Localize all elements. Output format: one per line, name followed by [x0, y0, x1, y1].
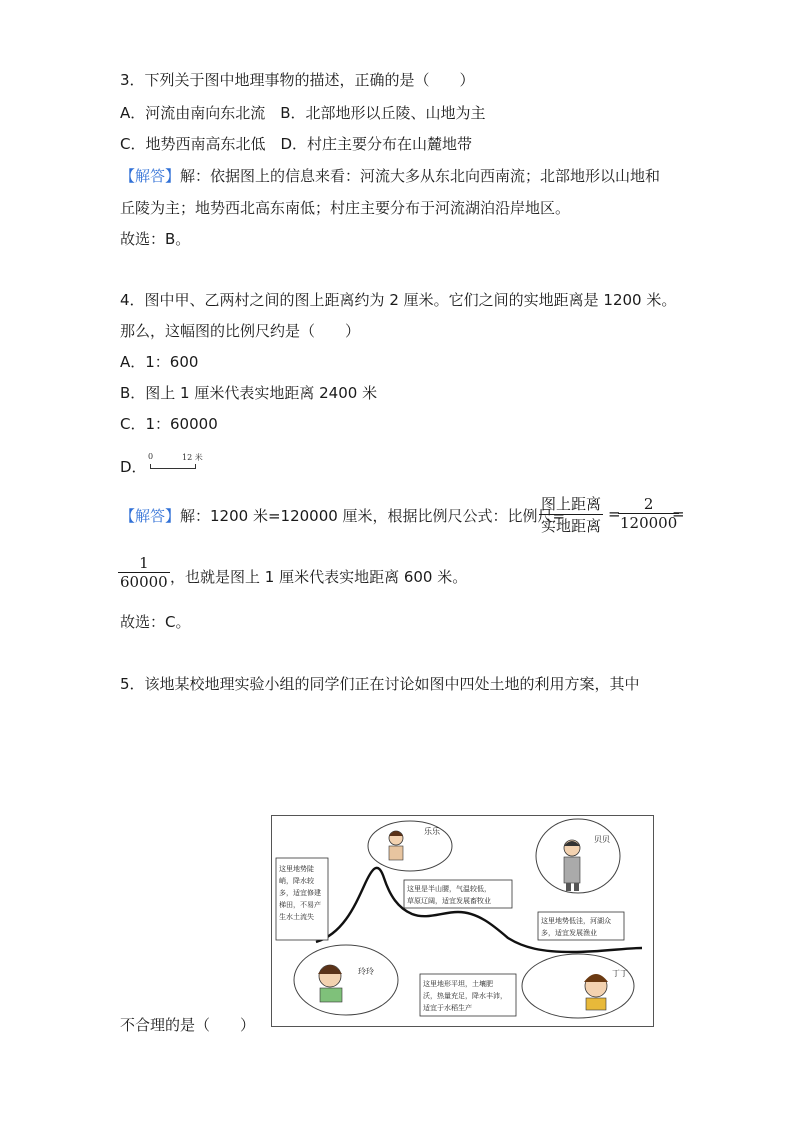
name-dingding: 丁丁	[612, 969, 628, 978]
q5-stem-line1: 5．该地某校地理实验小组的同学们正在讨论如图中四处土地的利用方案，其中	[120, 675, 640, 693]
q3-choice: 故选：B。	[120, 230, 191, 248]
note-bottom-line: 这里地形平坦，土壤肥	[423, 980, 493, 988]
fraction-denominator: 120000	[620, 514, 678, 532]
q4-option-a: A．1：600	[120, 353, 199, 371]
note-right-line: 多，适宜发展渔业	[541, 929, 597, 937]
land-use-figure	[271, 815, 654, 1027]
q3-answer-line2: 丘陵为主；地势西北高东南低；村庄主要分布于河流湖泊沿岸地区。	[120, 199, 571, 217]
thought-bubble-bottom-left	[294, 945, 398, 1015]
note-left-line: 生水土流失	[279, 913, 314, 921]
note-left-line: 峭，降水较	[279, 877, 314, 885]
q3-options-line2: C．地势西南高东北低 D．村庄主要分布在山麓地带	[120, 135, 473, 153]
equals-sign: =	[672, 505, 685, 523]
q3-stem: 3．下列关于图中地理事物的描述，正确的是（ ）	[120, 71, 475, 89]
note-middle-line: 这里是半山腰，气温较低，	[407, 885, 491, 893]
q4-answer-tail: ，也就是图上 1 厘米代表实地距离 600 米。	[170, 568, 468, 586]
person-dingding-icon	[584, 974, 608, 1010]
land-use-illustration	[272, 816, 653, 1026]
person-lingling-icon	[318, 965, 342, 1002]
name-lingling: 玲玲	[358, 967, 374, 976]
fraction-1-over-60000	[118, 554, 170, 591]
note-middle-line: 草原辽阔，适宜发展畜牧业	[407, 897, 491, 905]
q3-options-line1: A．河流由南向东北流 B．北部地形以丘陵、山地为主	[120, 104, 486, 122]
name-beibei: 贝贝	[594, 835, 610, 844]
note-left-line: 梯田，不易产	[279, 901, 321, 909]
note-right-line: 这里地势低洼，河湖众	[541, 917, 611, 925]
fraction-numerator: 图上距离	[541, 495, 602, 513]
scale-zero-label: 0	[148, 452, 154, 461]
q5-stem-line2: 不合理的是（ ）	[120, 1016, 256, 1034]
q4-stem-line2: 那么，这幅图的比例尺约是（ ）	[120, 322, 361, 340]
q4-answer	[120, 506, 565, 526]
note-bottom-line: 适宜于水稻生产	[423, 1004, 472, 1012]
q4-option-c: C．1：60000	[120, 415, 218, 433]
fraction-numerator: 2	[643, 495, 654, 513]
note-left-line: 多，适宜修建	[279, 889, 321, 897]
fraction-map-over-real	[539, 493, 603, 536]
answer-tag: 【解答】	[120, 167, 181, 185]
q4-option-d: D．	[120, 458, 147, 476]
q4-stem-line1: 4．图中甲、乙两村之间的图上距离约为 2 厘米。它们之间的实地距离是 1200 米。	[120, 291, 677, 309]
fraction-denominator: 实地距离	[539, 514, 603, 536]
q4-choice: 故选：C。	[120, 613, 191, 631]
q4-answer-text: 解：1200 米=120000 厘米，根据比例尺公式：比例尺=	[180, 507, 566, 525]
fraction-2-over-120000	[618, 495, 679, 532]
note-left-line: 这里地势陡	[279, 865, 314, 873]
q3-answer	[120, 166, 660, 186]
q4-option-b: B．图上 1 厘米代表实地距离 2400 米	[120, 384, 378, 402]
scale-length-label: 12 米	[182, 453, 203, 462]
name-lele: 乐乐	[424, 827, 440, 836]
answer-tag: 【解答】	[120, 507, 181, 525]
scale-bar-line	[150, 464, 196, 469]
q3-answer-text: 解：依据图上的信息来看：河流大多从东北向西南流；北部地形以山地和	[180, 167, 661, 185]
fraction-numerator: 1	[139, 554, 149, 572]
fraction-denominator: 60000	[120, 573, 168, 591]
note-bottom-line: 沃，热量充足，降水丰沛，	[423, 992, 507, 1000]
scale-bar-graphic	[146, 452, 206, 472]
equals-sign: =	[608, 505, 621, 523]
thought-bubble-bottom-right	[522, 954, 634, 1018]
